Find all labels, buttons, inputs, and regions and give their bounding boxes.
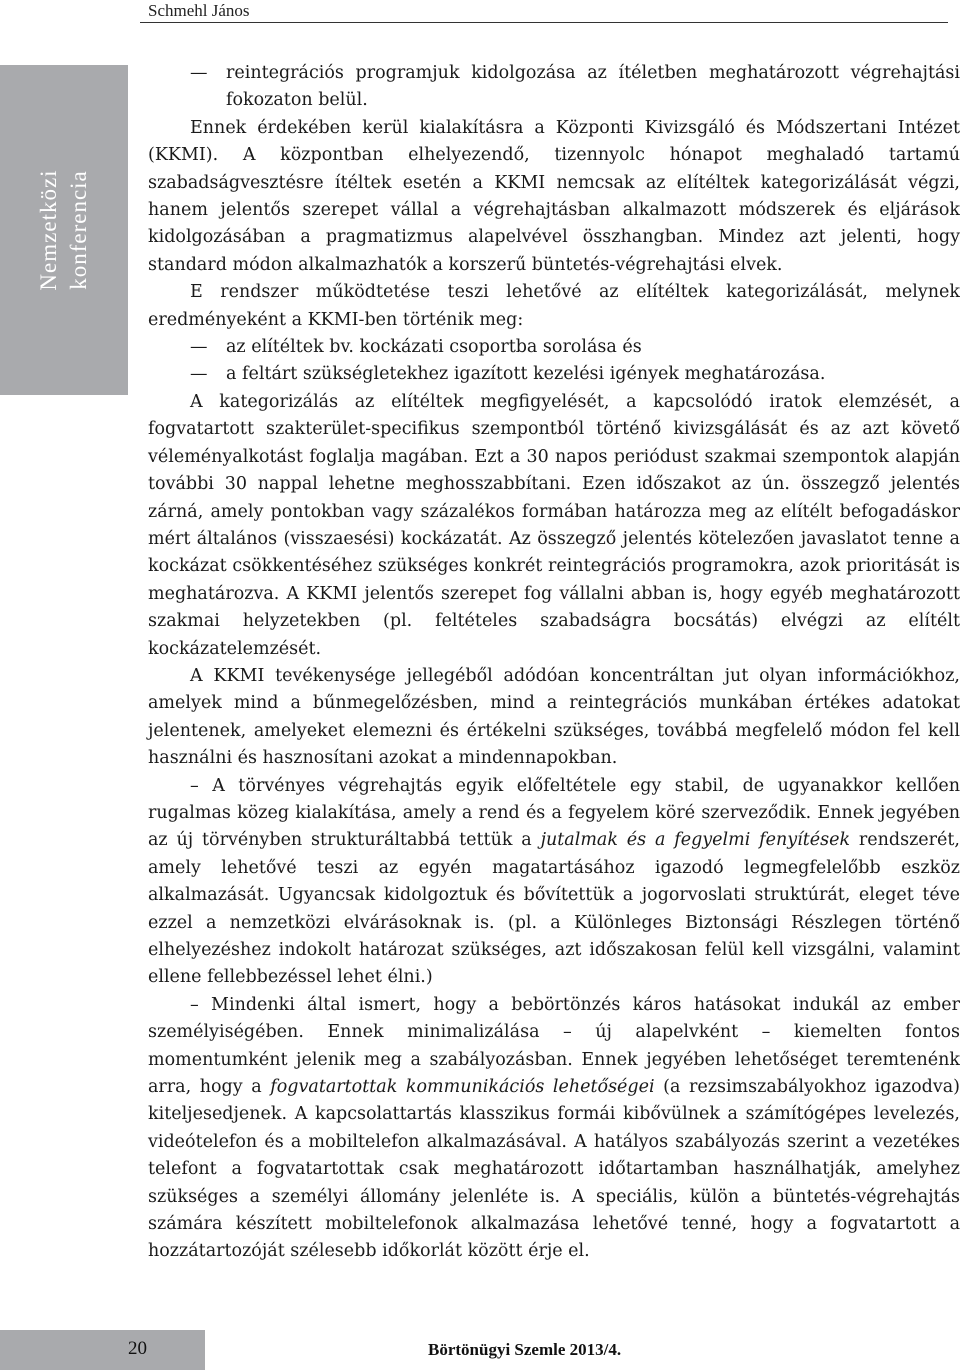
paragraph: A kategorizálás az elítéltek megfigyelését, a kapcsolódó iratok elemzését, a fogvatartott szakterület-specifikus szempontból történő kivizsgálását és az azt követő véleményalkotást foglalja magában. Ezt a 30 napos periódust szakmai szempontok alapján további 30 nappal lehetne meghosszabbítani. Ezen időszakot az ún. összegző jelentés zárná, amely pontokban vagy százalékos formában határozza meg az elítélt befogadáskor mért általános (visszaesési) kockázatát. Az összegző jelentés kötelezően javaslatot tenne a kockázat csökkentéséhez szükséges konkrét reintegrációs programokra, azok prioritását is meghatározva. A KKMI jelentős szerepet fog vállalni abban is, hogy egyéb meghatározott szakmai helyzetekben (pl. feltételes szabadságra bocsátás) elvégzi az elítélt kockázatelemzését. [148, 391, 960, 659]
article-body [148, 60, 960, 1266]
paragraph: – Mindenki által ismert, hogy a bebörtönzés káros hatásokat indukál az ember személyiségében. Ennek minimalizálása – új alapelvként – kiemelten fontos momentumként jelenik meg a szabályozásban. Ennek jegyében lehetőséget teremtenénk arra, hogy a fogvatartottak kommunikációs lehetőségei (a rezsimszabályokhoz igazodva) kiteljesedjenek. A kapcsolattartás klasszikus formái kibővülnek a számítógépes levelezés, videótelefon és a mobiltelefon alkalmazásával. A hatályos szabályozás szerint a vezetékes telefont a fogvatartottak csak meghatározott időtartamban használhatják, amelyhez szükséges a személyi állomány jelenléte is. A speciális, külön a büntetés-végrehajtás számára készített mobiltelefonok alkalmazása lehetővé tenné, hogy a fogvatartott a hozzátartozóját szélesebb időkorlát között érje el. [148, 994, 960, 1262]
paragraph: E rendszer működtetése teszi lehetővé az elítéltek kategorizálását, melynek eredményeként a KKMI-ben történik meg: [148, 282, 960, 330]
journal-title: Börtönügyi Szemle 2013/4. [428, 1340, 622, 1359]
paragraph: Ennek érdekében kerül kialakításra a Központi Kivizsgáló és Módszertani Intézet (KKMI). A központban elhelyezendő, tizennyolc hónapot meghaladó tartamú szabadságvesztésre ítéltek esetén a KKMI nemcsak az elítéltek kategorizálását végzi, hanem jelentős szerepet vállal a végrehajtásban alkalmazott módszerek és eljárások kidolgozásában a pragmatizmus alapelvével összhangban. Mindez azt jelenti, hogy standard módon alkalmazhatók a korszerű büntetés-végrehajtási elvek. [148, 117, 960, 275]
dash-item-text: az elítéltek bv. kockázati csoportba sorolása és [226, 337, 642, 358]
dash-item: — az elítéltek bv. kockázati csoportba sorolása és [148, 334, 960, 361]
section-label [34, 169, 94, 290]
section-label-line2: konferencia [66, 170, 91, 290]
dash-item-text: a feltárt szükségletekhez igazított kezelési igények meghatározása. [226, 364, 826, 385]
page-number: 20 [128, 1338, 147, 1359]
section-label-line1: Nemzetközi [36, 169, 61, 291]
dash-item-text: reintegrációs programjuk kidolgozása az ítéletben meghatározott végrehajtási fokozaton belül. [226, 63, 960, 111]
dash-item: — a feltárt szükségletekhez igazított kezelési igények meghatározása. [148, 361, 960, 388]
paragraph: – A törvényes végrehajtás egyik előfeltétele egy stabil, de ugyanakkor kellően rugalmas közeg kialakítása, amely a rend és a fegyelem köré szerveződik. Ennek jegyében az új törvényben strukturáltabbá tettük a jutalmak és a fegyelmi fenyítések rendszerét, amely lehetővé teszi az egyén magatartásához igazodó legmegfelelőbb eszköz alkalmazását. Ugyancsak kidolgoztuk és bővítettük a jogorvoslati struktúrát, eleget téve ezzel a nemzetközi elvárásoknak is. (pl. a Különleges Biztonsági Részlegen történő elhelyezéshez indokolt határozat szükséges, azt időszakosan felül kell vizsgálni, valamint ellene fellebbezéssel lehet élni.) [148, 775, 960, 988]
footer-band [0, 1330, 205, 1370]
paragraph: A KKMI tevékenysége jellegéből adódóan koncentráltan jut olyan információkhoz, amelyek mind a bűnmegelőzésben, mind a reintegrációs munkában értékes adatokat jelentenek, amelyeket elemezni és értékelni szükséges, továbbá megfelelő módon fel kell használni és hasznosítani azokat a mindennapokban. [148, 665, 960, 769]
dash-item: — reintegrációs programjuk kidolgozása az ítéletben meghatározott végrehajtási fokozaton belül. [148, 60, 960, 115]
header-rule [140, 22, 948, 23]
running-header-author: Schmehl János [148, 1, 250, 20]
emphasis: fogvatartottak kommunikációs lehetőségei [270, 1077, 655, 1098]
emphasis: jutalmak és a fegyelmi fenyítések [540, 830, 851, 851]
